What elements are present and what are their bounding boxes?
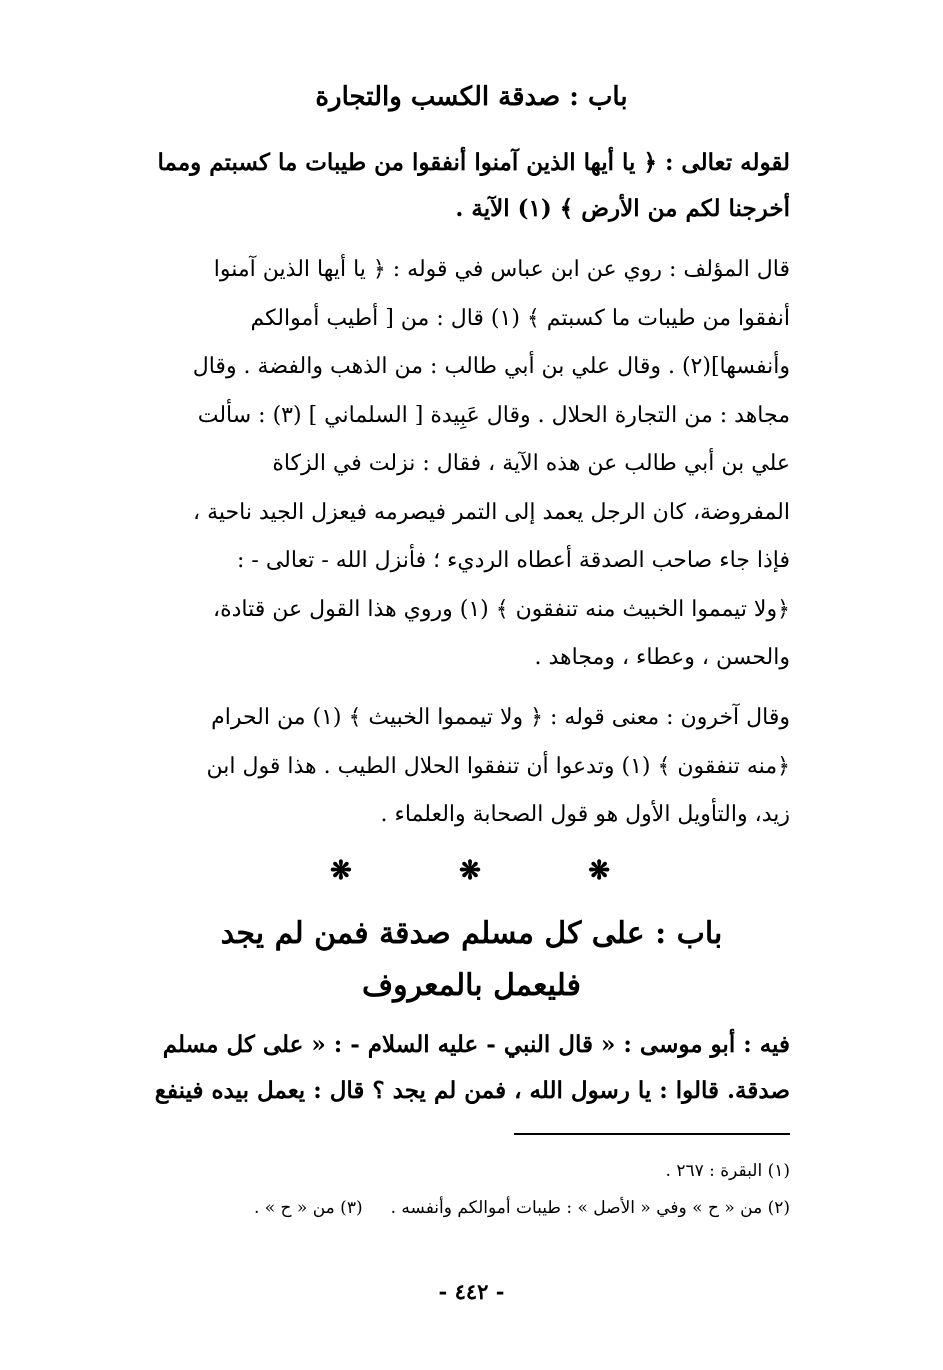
paragraph-line: ﴿منه تنفقون ﴾ (١) وتدعوا أن تنفقوا الحلال الطيب . هذا قول ابن	[206, 753, 790, 779]
paragraph-line: لقوله تعالى : ﴿ يا أيها الذين آمنوا أنفقوا من طيبات ما كسبتم ومما	[157, 149, 790, 176]
heading-line: باب : على كل مسلم صدقة فمن لم يجد	[220, 916, 723, 951]
paragraph-line: مجاهد : من التجارة الحلال . وقال عَبِيدة [ السلماني ] (٣) : سألت	[197, 402, 790, 428]
heading-line: فليعمل بالمعروف	[362, 968, 581, 1003]
paragraph-line: فإذا جاء صاحب الصدقة أعطاه الرديء ؛ فأنزل الله - تعالى - :	[237, 548, 790, 573]
asterism-icon: ❋	[588, 856, 610, 886]
section-separator	[330, 856, 610, 886]
paragraph-4	[106, 1022, 790, 1114]
paragraph-line: ﴿ولا تيمموا الخبيث منه تنفقون ﴾ (١) وروي هذا القول عن قتادة،	[212, 596, 790, 622]
footnote-row	[106, 1190, 790, 1226]
paragraph-line: قال المؤلف : روي عن ابن عباس في قوله : ﴿ يا أيها الذين آمنوا	[213, 257, 790, 282]
footnote-3: (٣) من « ح » .	[253, 1198, 363, 1218]
paragraph-1	[106, 140, 790, 232]
paragraph-line: أخرجنا لكم من الأرض ﴾ (١) الآية .	[455, 195, 790, 222]
asterism-icon: ❋	[459, 856, 481, 886]
paragraph-line: زيد، والتأويل الأول هو قول الصحابة والعلماء .	[380, 802, 790, 827]
paragraph-line: صدقة. قالوا : يا رسول الله ، فمن لم يجد ؟ قال : يعمل بيده فينفع	[154, 1077, 790, 1104]
paragraph-line: أنفقوا من طيبات ما كسبتم ﴾ (١) قال : من [ أطيب أموالكم	[250, 305, 790, 331]
paragraph-3	[106, 694, 790, 840]
footnote-1: (١) البقرة : ٢٦٧ .	[665, 1161, 790, 1181]
section-heading-2	[90, 908, 853, 1012]
paragraph-line: والحسن ، وعطاء ، ومجاهد .	[534, 645, 790, 670]
asterism-icon: ❋	[330, 856, 352, 886]
paragraph-2	[106, 246, 790, 683]
footnote-divider	[514, 1133, 790, 1135]
section-heading-1: باب : صدقة الكسب والتجارة	[315, 82, 628, 112]
paragraph-line: فيه : أبو موسى : « قال النبي - عليه السلام - : « على كل مسلم	[162, 1031, 790, 1058]
paragraph-line: المفروضة، كان الرجل يعمد إلى التمر فيصرمه فيعزل الجيد ناحية ،	[193, 499, 790, 525]
paragraph-line: وأنفسها](٢) . وقال علي بن أبي طالب : من الذهب والفضة . وقال	[192, 354, 790, 379]
paragraph-line: وقال آخرون : معنى قوله : ﴿ ولا تيمموا الخبيث ﴾ (١) من الحرام	[211, 705, 790, 730]
paragraph-line: علي بن أبي طالب عن هذه الآية ، فقال : نزلت في الزكاة	[272, 451, 790, 476]
page-number: - ٤٤٢ -	[438, 1279, 505, 1304]
footnote-2: (٢) من « ح » وفي « الأصل » : طيبات أموالكم وأنفسه .	[390, 1198, 790, 1218]
